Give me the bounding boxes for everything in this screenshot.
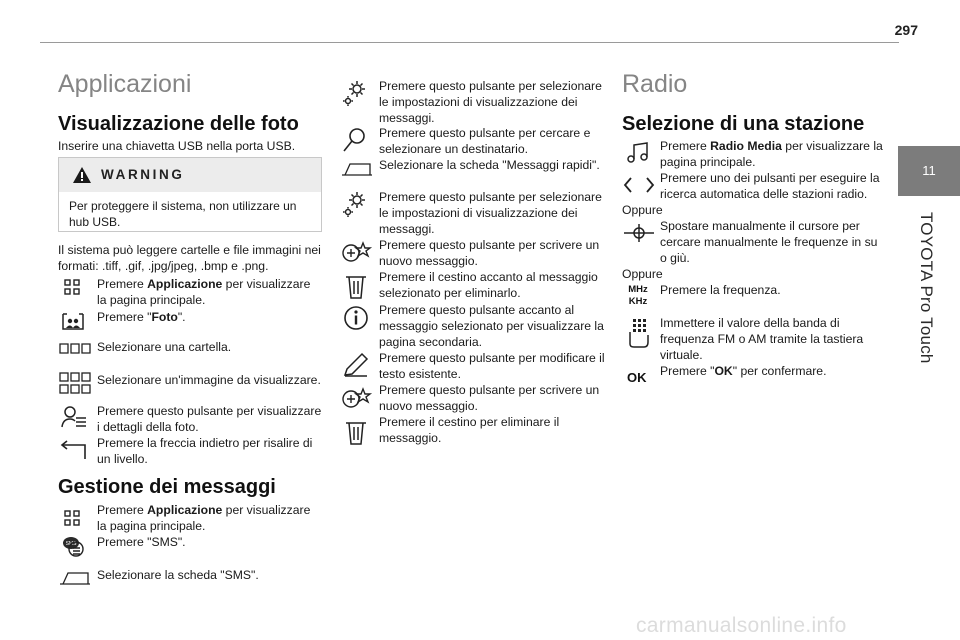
col2-item-1: Premere questo pulsante per selezionare le impostazioni di visualizzazione dei messaggi. [379, 79, 602, 125]
col3-item-3: Spostare manualmente il cursore per cercare manualmente le frequenze in su o giù. [660, 219, 878, 265]
trash-icon [344, 418, 368, 446]
item-cartella: Selezionare una cartella. [97, 340, 232, 354]
heading-stazione: Selezione di una stazione [622, 113, 865, 135]
search-icon [341, 126, 369, 154]
heading-messages: Gestione dei messaggi [58, 476, 276, 498]
section-title-applicazioni: Applicazioni [58, 70, 192, 98]
folder-row-icon [59, 340, 91, 356]
col2-item-4: Premere questo pulsante per selezionare le impostazioni di visualizzazione dei messaggi. [379, 190, 602, 236]
item-msg-applicazione: Premere Applicazione per visualizzare la pagina principale. [97, 503, 311, 533]
edit-icon [342, 352, 370, 378]
svg-text:SMS: SMS [65, 541, 77, 547]
col2-item-8: Premere questo pulsante per modificare il testo esistente. [379, 351, 605, 381]
warning-header [59, 158, 321, 192]
khz-label: KHz [628, 296, 648, 307]
item-dettagli: Premere questo pulsante per visualizzare i dettagli della foto. [97, 404, 322, 434]
section-title-radio: Radio [622, 70, 688, 98]
new-message-icon [341, 385, 373, 411]
item-scheda-sms: Selezionare la scheda "SMS". [97, 568, 259, 582]
item-indietro: Premere la freccia indietro per risalire di un livello. [97, 436, 313, 466]
item-applicazione: Premere Applicazione per visualizzare la pagina principale. [97, 277, 311, 307]
heading-photos: Visualizzazione delle foto [58, 113, 299, 135]
chapter-tab: 11 [898, 146, 960, 196]
col3-item-1: Premere Radio Media per visualizzare la pagina principale. [660, 139, 883, 169]
col3-item-2: Premere uno dei pulsanti per eseguire la ricerca automatica delle stazioni radio. [660, 171, 880, 201]
item-sms: Premere "SMS". [97, 535, 186, 549]
tab-icon [341, 161, 373, 177]
top-rule [40, 42, 899, 43]
col2-item-3: Selezionare la scheda "Messaggi rapidi". [379, 158, 600, 172]
page-number: 297 [894, 22, 918, 38]
col2-item-5: Premere questo pulsante per scrivere un nuovo messaggio. [379, 238, 600, 268]
chapter-title: TOYOTA Pro Touch [917, 212, 936, 364]
item-immagine: Selezionare un'immagine da visualizzare. [97, 373, 321, 387]
warning-label: WARNING [101, 167, 185, 182]
sms-icon [60, 535, 88, 559]
col2-item-2: Premere questo pulsante per cercare e selezionare un destinatario. [379, 126, 591, 156]
footer-watermark: carmanualsonline.info [636, 614, 847, 637]
details-icon [60, 403, 88, 431]
warning-text: Per proteggere il sistema, non utilizzare un hub USB. [69, 199, 297, 229]
col3-item-4: Premere la frequenza. [660, 283, 781, 297]
music-note-icon [625, 141, 653, 165]
col3-item-6: Premere "OK" per confermare. [660, 364, 827, 378]
col2-item-6: Premere il cestino accanto al messaggio selezionato per eliminarlo. [379, 270, 598, 300]
frequency-icon [625, 284, 655, 310]
back-arrow-icon [59, 440, 89, 462]
tab-icon [59, 570, 91, 586]
item-foto: Premere "Foto". [97, 310, 186, 324]
apps-grid-icon [60, 508, 84, 530]
image-grid-icon [59, 371, 91, 395]
trash-icon [344, 272, 368, 300]
oppure-2: Oppure [622, 267, 663, 281]
formats-text: Il sistema può leggere cartelle e file immagini nei formati: .tiff, .gif, .jpg/jpeg, .bmp e .png. [58, 243, 321, 273]
intro-text: Inserire una chiavetta USB nella porta USB. [58, 139, 296, 153]
warning-box [58, 157, 322, 232]
chapter-side [898, 212, 960, 512]
ok-icon: OK [627, 370, 647, 385]
col2-item-10: Premere il cestino per eliminare il messaggio. [379, 415, 560, 445]
photo-icon [60, 309, 86, 333]
col2-item-7: Premere questo pulsante accanto al messaggio selezionato per visualizzare la pagina secondaria. [379, 303, 604, 349]
apps-grid-icon [60, 277, 84, 299]
col2-item-9: Premere questo pulsante per scrivere un nuovo messaggio. [379, 383, 600, 413]
col3-item-5: Immettere il valore della banda di frequenza FM o AM tramite la tastiera virtuale. [660, 316, 864, 362]
mhz-label: MHz [628, 284, 648, 295]
warning-icon [72, 166, 92, 184]
new-message-icon [341, 239, 373, 265]
seek-arrows-icon [623, 174, 655, 196]
oppure-1: Oppure [622, 203, 663, 217]
